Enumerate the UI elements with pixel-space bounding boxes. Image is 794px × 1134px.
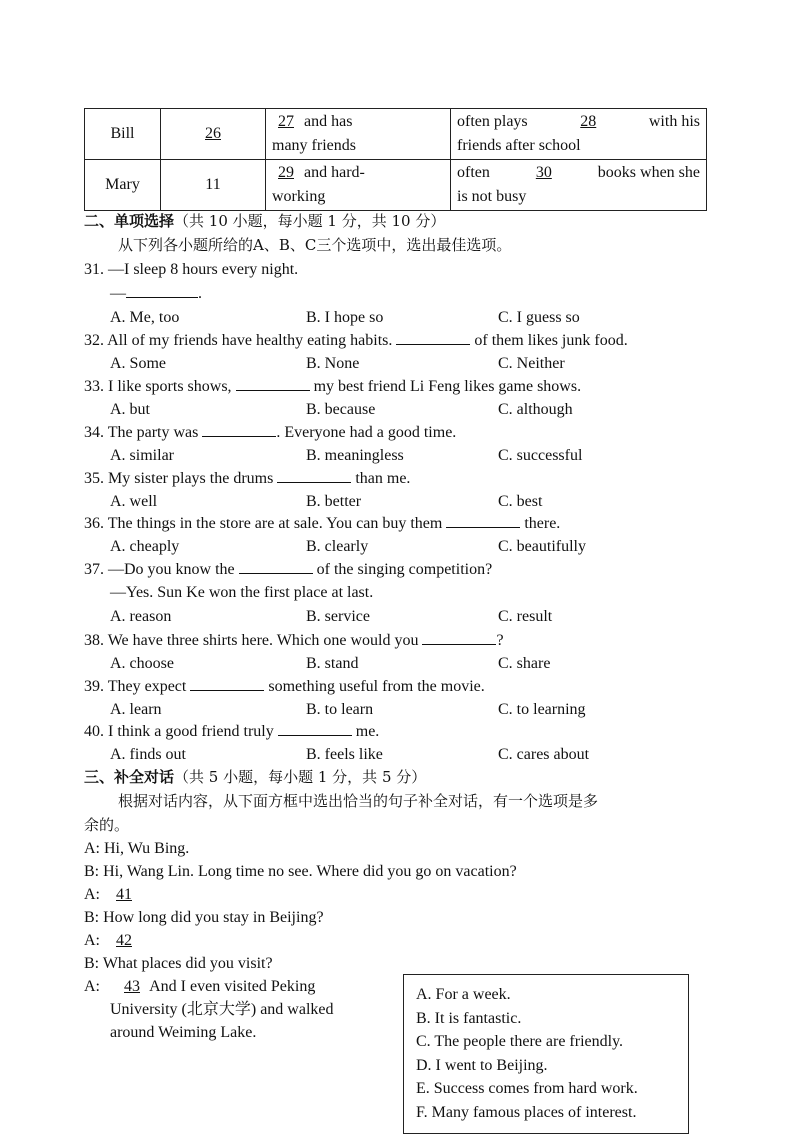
blank-30: 30 (535, 164, 552, 181)
question-38-stem: 38. We have three shirts here. Which one would you ? (84, 632, 504, 649)
option-b: B. to learn (306, 701, 374, 718)
dialogue-line: around Weiming Lake. (110, 1024, 257, 1041)
option-c: C. I guess so (498, 309, 580, 326)
box-option: E. Success comes from hard work. (416, 1080, 638, 1097)
box-option: F. Many famous places of interest. (416, 1103, 637, 1121)
option-b: B. because (306, 401, 376, 418)
question-34-stem: 34. The party was . Everyone had a good time. (84, 424, 457, 441)
blank-28: 28 (580, 113, 597, 130)
answer-blank[interactable] (202, 422, 276, 437)
answer-blank[interactable] (126, 283, 198, 298)
option-a: A. cheaply (110, 538, 180, 555)
blank-42[interactable]: 42 (116, 932, 132, 949)
option-a: A. choose (110, 655, 174, 672)
dialogue-line: B: What places did you visit? (84, 955, 273, 972)
option-b: B. meaningless (306, 447, 404, 464)
dialogue-line: A: Hi, Wu Bing. (84, 840, 190, 857)
answer-blank[interactable] (190, 676, 264, 691)
name-cell: Bill (85, 109, 161, 160)
option-c: C. to learning (498, 701, 586, 718)
option-c: C. successful (498, 447, 583, 464)
answer-blank[interactable] (278, 721, 352, 736)
option-c: C. although (498, 401, 573, 418)
question-33-stem: 33. I like sports shows, my best friend Li Feng likes game shows. (84, 378, 582, 395)
dialogue-line: A: 42 (84, 929, 138, 952)
table-row (85, 109, 707, 160)
age-cell (161, 109, 266, 160)
answer-blank[interactable] (396, 330, 470, 345)
option-a: A. similar (110, 447, 174, 464)
answer-blank[interactable] (239, 559, 313, 574)
question-40-stem: 40. I think a good friend truly me. (84, 723, 380, 740)
option-a: A. well (110, 493, 158, 510)
question-37-stem: 37. —Do you know the of the singing competition? (84, 561, 493, 578)
option-a: A. reason (110, 608, 172, 625)
option-a: A. but (110, 401, 150, 418)
answer-blank[interactable] (422, 630, 496, 645)
option-c: C. cares about (498, 746, 590, 763)
box-option: D. I went to Beijing. (416, 1056, 548, 1074)
section-3-heading: 三、补全对话（共 5 小题，每小题 1 分，共 5 分） (84, 768, 427, 786)
question-36-stem: 36. The things in the store are at sale. You can buy them there. (84, 515, 561, 532)
section-2-instruction: 从下列各小题所给的A、B、C三个选项中，选出最佳选项。 (118, 236, 512, 254)
blank-41[interactable]: 41 (116, 886, 132, 903)
section-3-instruction: 根据对话内容，从下面方框中选出恰当的句子补全对话，有一个选项是多 (118, 792, 599, 810)
question-35-stem: 35. My sister plays the drums than me. (84, 470, 411, 487)
option-a: A. finds out (110, 746, 186, 763)
answer-blank[interactable] (446, 513, 520, 528)
info-table (84, 108, 707, 211)
answer-blank[interactable] (277, 468, 351, 483)
options-box (403, 974, 689, 1134)
section-3-instruction-cont: 余的。 (84, 816, 130, 834)
blank-27: 27 (278, 113, 294, 130)
personality-cell: 27 and has many friends (266, 109, 451, 160)
option-a: A. learn (110, 701, 162, 718)
section-2-heading: 二、单项选择（共 10 小题，每小题 1 分，共 10 分） (84, 212, 446, 230)
blank-43[interactable]: 43 (124, 978, 140, 995)
question-39-stem: 39. They expect something useful from the movie. (84, 678, 485, 695)
option-b: B. clearly (306, 538, 369, 555)
blank-26: 26 (205, 125, 221, 142)
option-c: C. result (498, 608, 553, 625)
question-32-stem: 32. All of my friends have healthy eating habits. of them likes junk food. (84, 332, 628, 349)
box-option: C. The people there are friendly. (416, 1033, 624, 1050)
hobby-cell: often plays 28 with his friends after school (451, 109, 707, 160)
blank-29: 29 (278, 164, 294, 181)
personality-cell: 29 and hard- working (266, 160, 451, 211)
option-b: B. feels like (306, 746, 383, 763)
option-c: C. beautifully (498, 538, 586, 555)
option-c: C. best (498, 493, 543, 510)
name-cell: Mary (85, 160, 161, 211)
dialogue-line: B: How long did you stay in Beijing? (84, 909, 324, 926)
option-b: B. I hope so (306, 309, 384, 326)
question-31-stem: 31. —I sleep 8 hours every night. (84, 261, 299, 278)
question-31-reply: — . (110, 285, 202, 302)
option-c: C. share (498, 655, 551, 672)
table-row (85, 160, 707, 211)
option-b: B. None (306, 355, 360, 372)
answer-blank[interactable] (236, 376, 310, 391)
dialogue-line: A: 41 (84, 883, 138, 906)
hobby-cell: often 30 books when she is not busy (451, 160, 707, 211)
option-b: B. stand (306, 655, 359, 672)
dialogue-line: University (北京大学) and walked (110, 1001, 334, 1018)
box-option: A. For a week. (416, 986, 511, 1003)
option-c: C. Neither (498, 355, 565, 372)
dialogue-line: A: 43 And I even visited Peking (84, 978, 316, 995)
option-a: A. Some (110, 355, 166, 372)
box-option: B. It is fantastic. (416, 1009, 522, 1027)
age-cell: 11 (161, 160, 266, 211)
question-37-reply: —Yes. Sun Ke won the first place at last. (110, 584, 374, 601)
dialogue-line: B: Hi, Wang Lin. Long time no see. Where did you go on vacation? (84, 863, 517, 880)
option-a: A. Me, too (110, 309, 180, 326)
option-b: B. better (306, 493, 362, 510)
option-b: B. service (306, 608, 370, 625)
